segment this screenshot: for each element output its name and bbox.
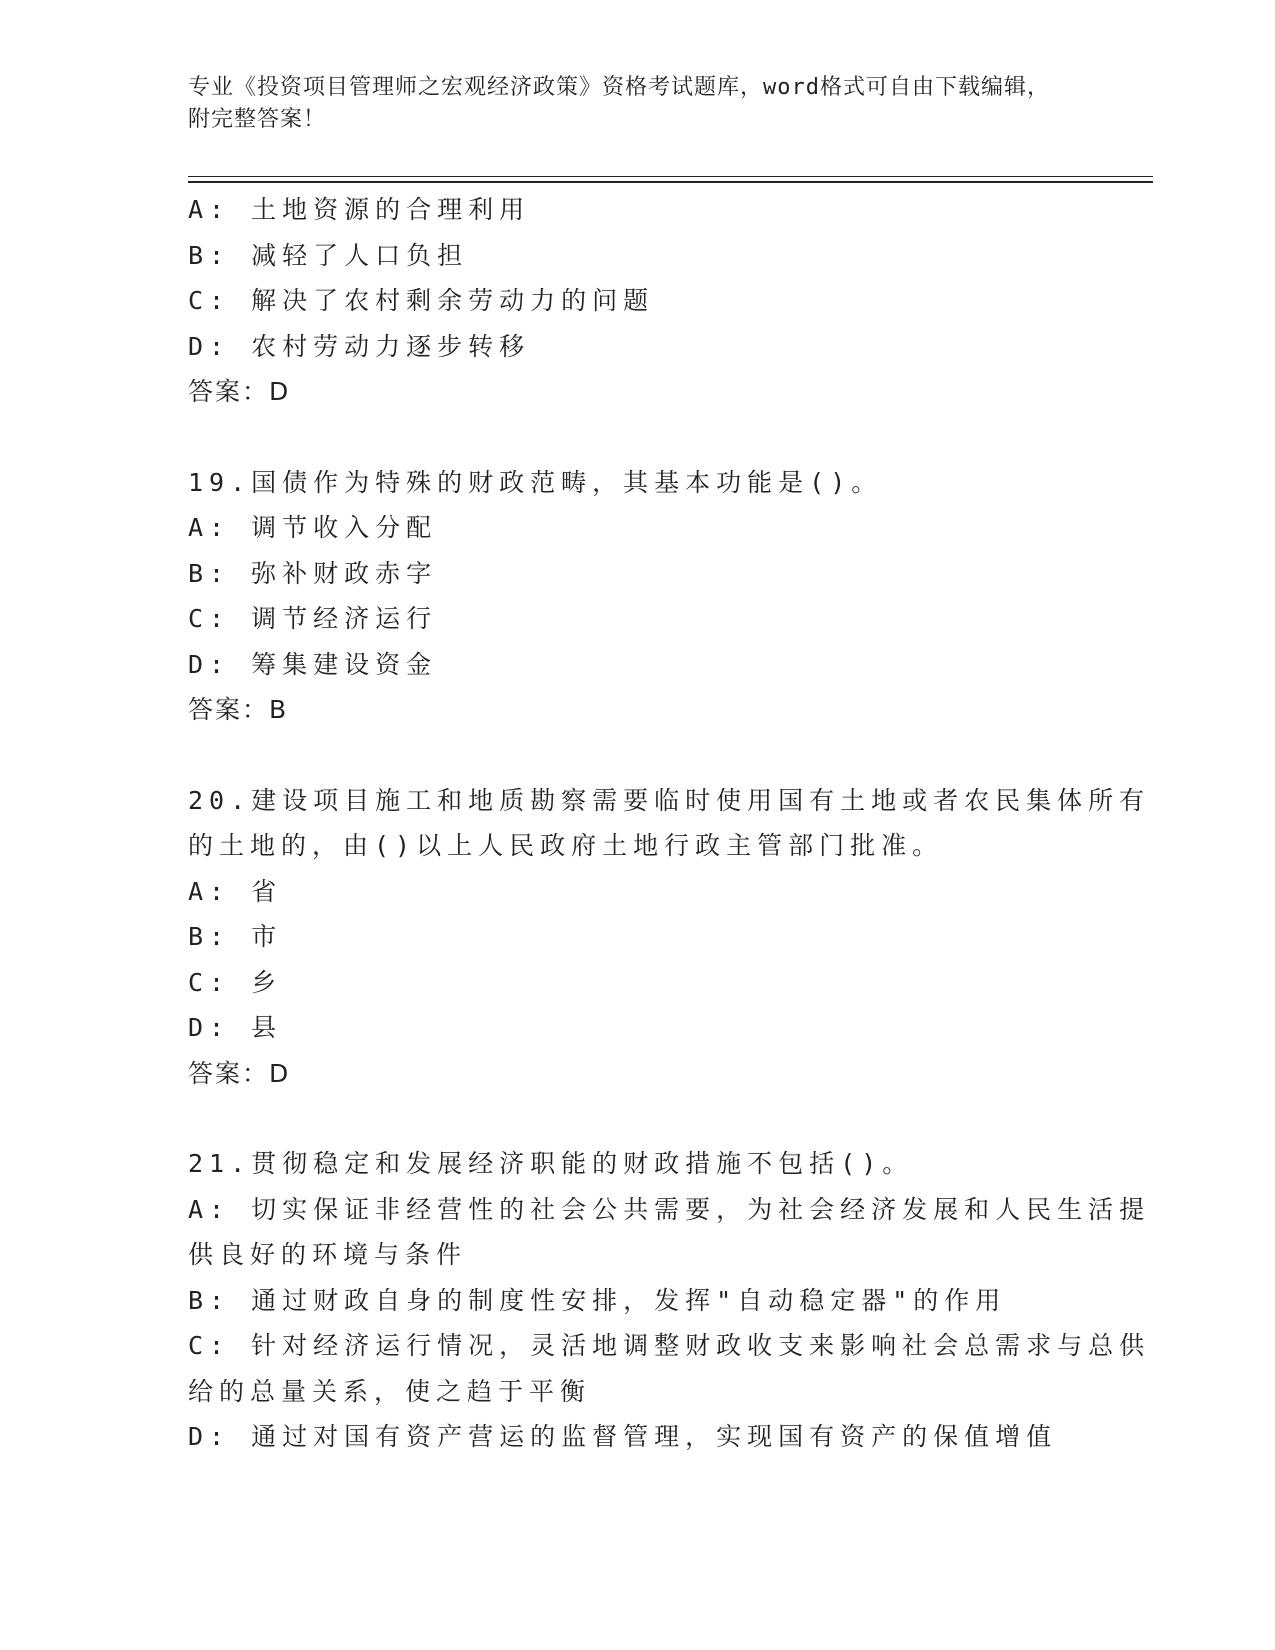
header-rule-thin: [188, 176, 1153, 177]
option-c: C: 乡: [188, 967, 283, 997]
option-b: B: 通过财政自身的制度性安排，发挥"自动稳定器"的作用: [188, 1285, 1007, 1315]
option-c: C: 调节经济运行: [188, 604, 438, 633]
option-d: D: 农村劳动力逐步转移: [188, 331, 531, 361]
option-b: B: 弥补财政赤字: [188, 558, 438, 588]
option-c-line-1: C: 针对经济运行情况，灵活地调整财政收支来影响社会总需求与总供: [188, 1331, 1151, 1360]
option-d: D: 通过对国有资产营运的监督管理，实现国有资产的保值增值: [188, 1422, 1058, 1451]
option-a: A: 土地资源的合理利用: [188, 195, 531, 224]
option-a: A: 省: [188, 876, 283, 906]
answer-line: 答案：B: [188, 695, 289, 724]
answer-line: 答案：D: [188, 377, 291, 406]
question-18-block: [188, 187, 1068, 415]
document-header: [188, 72, 1068, 136]
spacer: [188, 415, 1068, 460]
header-text: 专业《投资项目管理师之宏观经济政策》资格考试题库，word格式可自由下载编辑，附完整答案！: [188, 75, 1050, 132]
spacer: [188, 733, 1068, 778]
question-20-block: [188, 778, 1151, 1097]
option-c-line-2: 给的总量关系，使之趋于平衡: [188, 1376, 592, 1406]
header-rule-thick: [188, 181, 1153, 183]
question-19-block: [188, 460, 1068, 733]
option-d: D: 筹集建设资金: [188, 649, 438, 679]
spacer: [188, 1096, 1068, 1141]
option-c: C: 解决了农村剩余劳动力的问题: [188, 286, 655, 315]
option-b: B: 减轻了人口负担: [188, 240, 469, 270]
answer-line: 答案：D: [188, 1058, 291, 1088]
option-a-line-1: A: 切实保证非经营性的社会公共需要，为社会经济发展和人民生活提: [188, 1194, 1151, 1224]
option-a-line-2: 供良好的环境与条件: [188, 1240, 468, 1269]
option-d: D: 县: [188, 1013, 283, 1042]
question-text-line-2: 的土地的，由()以上人民政府土地行政主管部门批准。: [188, 831, 944, 860]
question-list: [188, 187, 1151, 1460]
question-text-line-1: 20.建设项目施工和地质勘察需要临时使用国有土地或者农民集体所有: [188, 785, 1151, 815]
question-text: 21.贯彻稳定和发展经济职能的财政措施不包括()。: [188, 1149, 914, 1178]
option-b: B: 市: [188, 922, 283, 951]
question-text: 19.国债作为特殊的财政范畴，其基本功能是()。: [188, 467, 883, 497]
option-a: A: 调节收入分配: [188, 513, 438, 542]
question-21-block: [188, 1141, 1151, 1460]
